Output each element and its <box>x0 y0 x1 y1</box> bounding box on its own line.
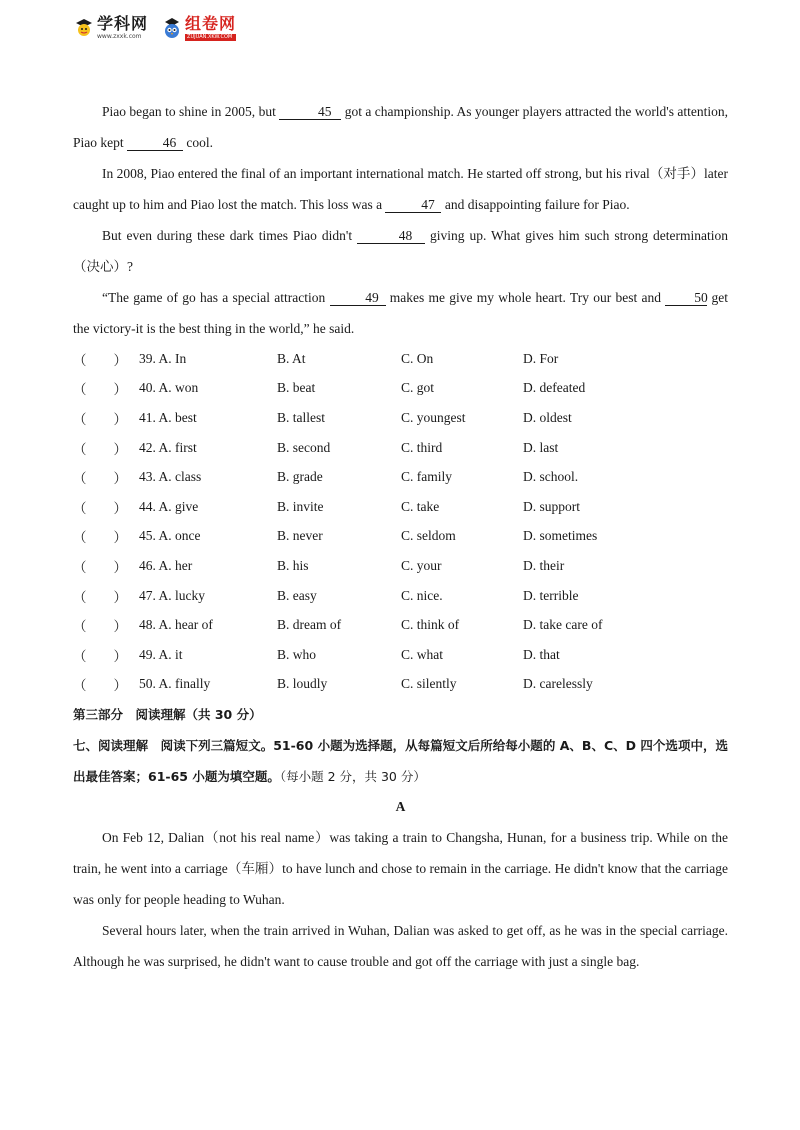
passage-a-heading: A <box>395 799 406 815</box>
option-a: 41. A. best <box>139 409 197 425</box>
option-b: B. who <box>277 646 317 662</box>
option-a: 49. A. it <box>139 646 183 662</box>
option-c: C. On <box>401 350 434 366</box>
passage-a-paragraph-1: On Feb 12, Dalian（not his real name）was taking a train to Changsha, Hunan, for a business trip. While on the train, he went into a carriage（车厢）to have lunch and chose to remain in the carriage. He didn't know that the carriage was only for people heading to Wuhan. <box>73 830 728 908</box>
option-d: D. For <box>523 350 559 366</box>
paragraph-text: got a championship. As younger players attracted the world's attention, Piao kept <box>73 104 729 150</box>
answer-paren[interactable]: （ ） <box>73 678 127 694</box>
option-d: D. their <box>523 557 565 573</box>
option-b: B. never <box>277 528 323 544</box>
option-c: C. take <box>401 498 440 514</box>
question-44 <box>73 492 728 522</box>
zxxk-logo-title: 学科网 <box>97 14 149 33</box>
option-a: 40. A. won <box>139 380 199 396</box>
paragraph-text: Piao began to shine in 2005, but <box>102 104 276 119</box>
owl-mascot-icon <box>162 17 182 39</box>
answer-paren[interactable]: （ ） <box>73 589 127 605</box>
option-b: B. his <box>277 557 309 573</box>
question-42 <box>73 433 728 463</box>
reading-instructions <box>73 730 728 792</box>
instructions-score: （每小题 2 分，共 30 分） <box>279 769 426 785</box>
option-d: D. defeated <box>523 380 586 396</box>
answer-paren[interactable]: （ ） <box>73 619 127 635</box>
zxxk-logo <box>74 16 148 40</box>
student-mascot-icon <box>74 17 94 39</box>
paragraph-text: cool. <box>186 135 213 150</box>
option-a: 47. A. lucky <box>139 587 205 603</box>
option-a: 42. A. first <box>139 439 197 455</box>
blank-50: 50 <box>665 290 707 306</box>
exam-content <box>73 96 728 977</box>
passage-paragraph-4 <box>73 282 728 344</box>
question-46 <box>73 551 728 581</box>
option-d: D. support <box>523 498 580 514</box>
question-48 <box>73 610 728 640</box>
answer-paren[interactable]: （ ） <box>73 500 127 516</box>
answer-paren[interactable]: （ ） <box>73 559 127 575</box>
blank-48: 48 <box>357 228 425 244</box>
option-d: D. school. <box>523 469 579 485</box>
option-a: 50. A. finally <box>139 676 211 692</box>
option-b: B. invite <box>277 498 324 514</box>
option-c: C. silently <box>401 676 457 692</box>
instructions-bold: 七、阅读理解 阅读下列三篇短文。51-60 小题为选择题，从每篇短文后所给每小题的 A、B、C、D 四个选项中，选出最佳答案；61-65 小题为填空题。 <box>73 738 728 785</box>
question-45 <box>73 522 728 552</box>
paragraph-text: get the victory-it is the best thing in the world,” he said. <box>73 290 729 336</box>
answer-paren[interactable]: （ ） <box>73 648 127 664</box>
option-b: B. easy <box>277 587 317 603</box>
zujuan-logo <box>162 13 237 41</box>
option-a: 43. A. class <box>139 469 202 485</box>
option-b: B. tallest <box>277 409 325 425</box>
passage-a-paragraph-2: Several hours later, when the train arrived in Wuhan, Dalian was asked to get off, as he was in the special carriage. Although he was surprised, he didn't want to cause trouble and got off the carriage with just a single bag. <box>73 923 728 970</box>
option-d: D. sometimes <box>523 528 598 544</box>
option-c: C. got <box>401 380 435 396</box>
answer-paren[interactable]: （ ） <box>73 441 127 457</box>
option-c: C. youngest <box>401 409 466 425</box>
question-49 <box>73 640 728 670</box>
zxxk-logo-url: www.zxxk.com <box>97 33 142 40</box>
part3-title: 第三部分 阅读理解（共 30 分） <box>73 707 262 723</box>
paragraph-text: and disappointing failure for Piao. <box>444 197 630 212</box>
paragraph-text: In 2008, Piao entered the final of an important international match. He started off strong, but his rival（对手）later caught up to him and Piao lost the match. This loss was a <box>73 166 728 212</box>
option-b: B. grade <box>277 469 323 485</box>
option-d: D. take care of <box>523 617 603 633</box>
option-b: B. At <box>277 350 306 366</box>
question-43 <box>73 462 728 492</box>
question-41 <box>73 403 728 433</box>
option-d: D. oldest <box>523 409 572 425</box>
blank-46: 46 <box>127 135 183 151</box>
paragraph-text: makes me give my whole heart. Try our best and <box>389 290 661 305</box>
passage-paragraph-3 <box>73 220 728 282</box>
option-b: B. second <box>277 439 331 455</box>
option-a: 44. A. give <box>139 498 199 514</box>
option-c: C. think of <box>401 617 460 633</box>
blank-45: 45 <box>279 104 341 120</box>
option-c: C. family <box>401 469 452 485</box>
zujuan-logo-url: ZUJUAN.XKW.COM <box>185 34 236 41</box>
question-47 <box>73 581 728 611</box>
passage-paragraph-2 <box>73 158 728 220</box>
paragraph-text: giving up. What gives him such strong determination（决心）? <box>73 228 728 274</box>
option-c: C. seldom <box>401 528 456 544</box>
zujuan-logo-title: 组卷网 <box>185 13 237 33</box>
blank-47: 47 <box>385 197 441 213</box>
option-d: D. that <box>523 646 560 662</box>
option-c: C. what <box>401 646 443 662</box>
answer-paren[interactable]: （ ） <box>73 382 127 398</box>
answer-paren[interactable]: （ ） <box>73 411 127 427</box>
paragraph-text: “The game of go has a special attraction <box>102 290 326 305</box>
option-a: 48. A. hear of <box>139 617 213 633</box>
option-a: 39. A. In <box>139 350 187 366</box>
option-c: C. third <box>401 439 443 455</box>
option-c: C. nice. <box>401 587 443 603</box>
passage-paragraph-1 <box>73 96 728 158</box>
question-list <box>73 344 728 699</box>
option-b: B. dream of <box>277 617 342 633</box>
option-d: D. terrible <box>523 587 579 603</box>
option-b: B. beat <box>277 380 316 396</box>
answer-paren[interactable]: （ ） <box>73 352 127 368</box>
question-40 <box>73 374 728 404</box>
question-39 <box>73 344 728 374</box>
option-c: C. your <box>401 557 442 573</box>
paragraph-text: But even during these dark times Piao didn't <box>102 228 353 243</box>
option-a: 45. A. once <box>139 528 201 544</box>
answer-paren[interactable]: （ ） <box>73 471 127 487</box>
option-b: B. loudly <box>277 676 328 692</box>
question-50 <box>73 670 728 700</box>
option-d: D. last <box>523 439 559 455</box>
option-d: D. carelessly <box>523 676 593 692</box>
page-header <box>74 10 236 46</box>
option-a: 46. A. her <box>139 557 193 573</box>
answer-paren[interactable]: （ ） <box>73 530 127 546</box>
blank-49: 49 <box>330 290 386 306</box>
